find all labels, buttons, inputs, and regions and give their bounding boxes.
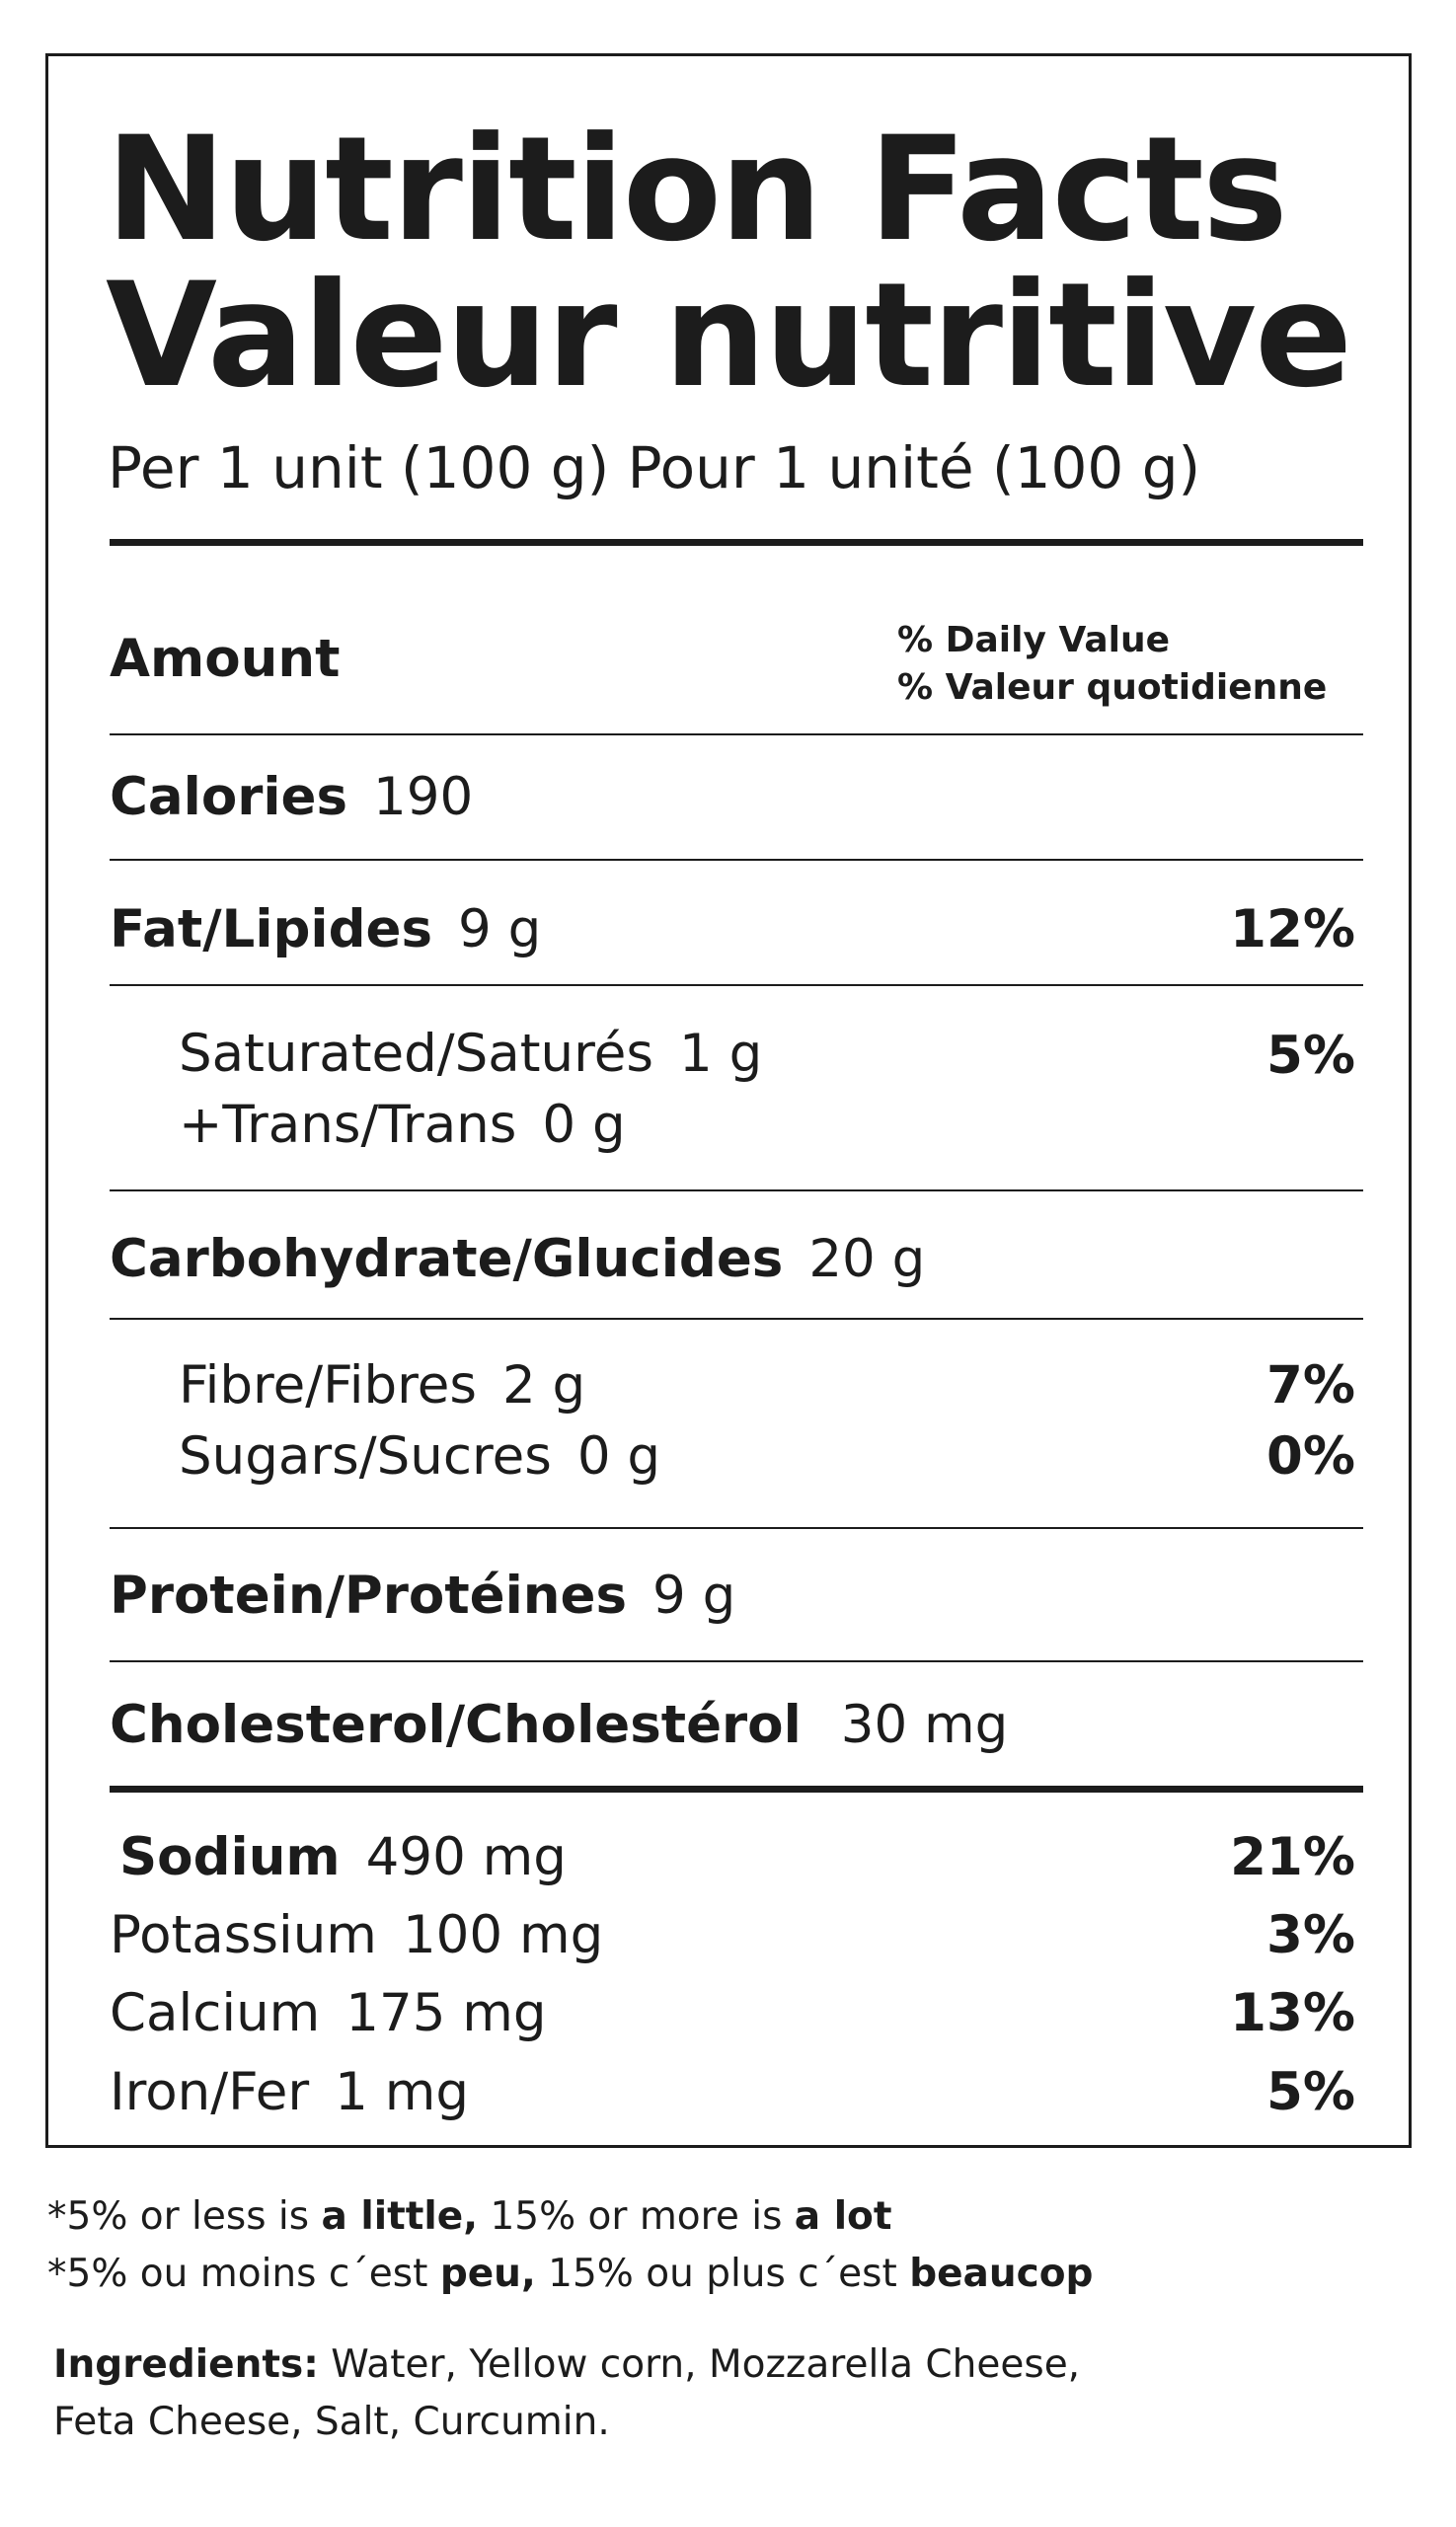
iron-row bbox=[110, 2062, 469, 2122]
fat-daily-value: 12% bbox=[1230, 899, 1355, 959]
divider-thick bbox=[110, 539, 1363, 546]
sodium-amount: 490 mg bbox=[365, 1827, 567, 1887]
title-french: Valeur nutritive bbox=[106, 252, 1351, 420]
trans-amount: 0 g bbox=[542, 1095, 626, 1155]
calcium-label: Calcium bbox=[110, 1983, 321, 2043]
cholesterol-amount: 30 mg bbox=[840, 1695, 1009, 1755]
carbohydrate-row bbox=[110, 1229, 926, 1289]
divider bbox=[110, 1318, 1363, 1320]
divider bbox=[110, 1527, 1363, 1529]
cholesterol-row bbox=[110, 1695, 1009, 1755]
fat-label: Fat/Lipides bbox=[110, 899, 433, 959]
fibre-amount: 2 g bbox=[501, 1355, 586, 1416]
ingredients-label: Ingredients: bbox=[53, 2342, 319, 2387]
ingredients-text-1: Water, Yellow corn, Mozzarella Cheese, bbox=[318, 2342, 1081, 2387]
protein-amount: 9 g bbox=[652, 1566, 736, 1626]
footnote-little: a little, bbox=[321, 2194, 479, 2239]
protein-row bbox=[110, 1566, 736, 1626]
iron-amount: 1 mg bbox=[335, 2062, 469, 2122]
sugars-label: Sugars/Sucres bbox=[179, 1426, 552, 1487]
fibre-daily-value: 7% bbox=[1266, 1355, 1355, 1416]
sodium-label: Sodium bbox=[119, 1827, 341, 1887]
calcium-row bbox=[110, 1983, 547, 2043]
calories-row bbox=[110, 767, 474, 827]
iron-label: Iron/Fer bbox=[110, 2062, 310, 2122]
trans-label: +Trans/Trans bbox=[179, 1095, 517, 1155]
fibre-row bbox=[179, 1355, 586, 1416]
sodium-daily-value: 21% bbox=[1230, 1827, 1355, 1887]
calories-label: Calories bbox=[110, 767, 348, 827]
protein-label: Protein/Protéines bbox=[110, 1566, 627, 1626]
potassium-label: Potassium bbox=[110, 1905, 377, 1965]
potassium-amount: 100 mg bbox=[402, 1905, 604, 1965]
saturated-label: Saturated/Saturés bbox=[179, 1024, 653, 1084]
sugars-row bbox=[179, 1426, 661, 1487]
footnote-lot: a lot bbox=[794, 2194, 892, 2239]
divider bbox=[110, 984, 1363, 986]
divider bbox=[110, 1189, 1363, 1191]
divider bbox=[110, 1660, 1363, 1662]
saturated-amount: 1 g bbox=[679, 1024, 763, 1084]
sugars-amount: 0 g bbox=[576, 1426, 661, 1487]
fat-amount: 9 g bbox=[458, 899, 542, 959]
ingredients-line-2: Feta Cheese, Salt, Curcumin. bbox=[53, 2400, 610, 2444]
calories-amount: 190 bbox=[373, 767, 474, 827]
amount-header: Amount bbox=[110, 629, 341, 689]
footnote-peu: peu, bbox=[439, 2252, 536, 2296]
serving-size: Per 1 unit (100 g) Pour 1 unité (100 g) bbox=[108, 434, 1201, 501]
saturated-row bbox=[179, 1024, 763, 1084]
nutrition-facts-panel bbox=[45, 53, 1412, 2148]
divider bbox=[110, 733, 1363, 735]
daily-value-header-fr: % Valeur quotidienne bbox=[897, 667, 1328, 708]
footnote-french: *5% ou moins c´est peu, 15% ou plus c´est beaucop bbox=[47, 2252, 1094, 2296]
fat-row bbox=[110, 899, 542, 959]
carbohydrate-label: Carbohydrate/Glucides bbox=[110, 1229, 784, 1289]
ingredients-line-1 bbox=[53, 2342, 1081, 2387]
divider-thick bbox=[110, 1786, 1363, 1793]
trans-row bbox=[179, 1095, 626, 1155]
footnote-english: *5% or less is a little, 15% or more is a lot bbox=[47, 2194, 892, 2239]
title-english: Nutrition Facts bbox=[106, 106, 1286, 273]
divider bbox=[110, 859, 1363, 861]
sugars-daily-value: 0% bbox=[1266, 1426, 1355, 1487]
iron-daily-value: 5% bbox=[1266, 2062, 1355, 2122]
sodium-row bbox=[119, 1827, 567, 1887]
saturated-daily-value: 5% bbox=[1266, 1026, 1355, 1086]
daily-value-header-en: % Daily Value bbox=[897, 620, 1171, 660]
footnote-beaucop: beaucop bbox=[909, 2252, 1094, 2296]
cholesterol-label: Cholesterol/Cholestérol bbox=[110, 1695, 802, 1755]
potassium-row bbox=[110, 1905, 604, 1965]
fibre-label: Fibre/Fibres bbox=[179, 1355, 477, 1416]
calcium-daily-value: 13% bbox=[1230, 1983, 1355, 2043]
carbohydrate-amount: 20 g bbox=[808, 1229, 926, 1289]
calcium-amount: 175 mg bbox=[345, 1983, 547, 2043]
potassium-daily-value: 3% bbox=[1266, 1905, 1355, 1965]
